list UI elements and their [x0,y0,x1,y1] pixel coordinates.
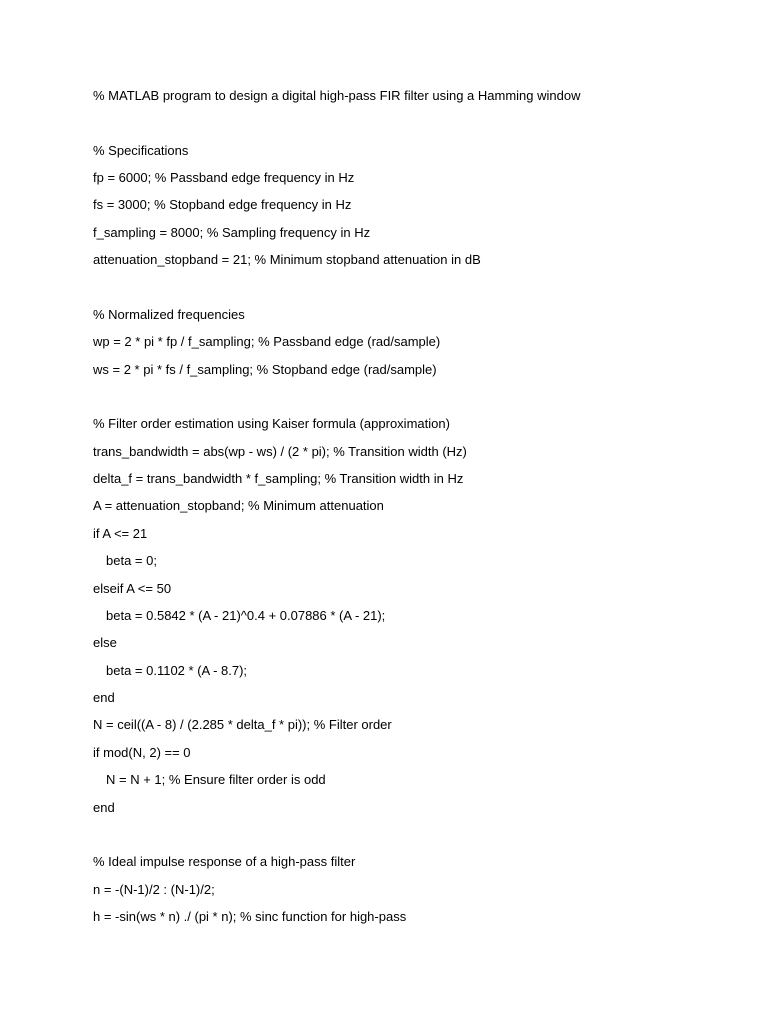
code-comment-filter-order: % Filter order estimation using Kaiser formula (approximation) [93,416,450,431]
code-line-a: A = attenuation_stopband; % Minimum attenuation [93,498,384,513]
code-line-n-plus-one: N = N + 1; % Ensure filter order is odd [106,772,326,787]
code-line-if-a: if A <= 21 [93,526,148,541]
code-line-f-sampling: f_sampling = 8000; % Sampling frequency in Hz [93,225,371,240]
code-line-attenuation: attenuation_stopband = 21; % Minimum stopband attenuation in dB [93,252,481,267]
code-line-beta-zero: beta = 0; [106,553,157,568]
code-line-ws: ws = 2 * pi * fs / f_sampling; % Stopband edge (rad/sample) [93,362,437,377]
code-comment-specifications: % Specifications [93,143,189,158]
code-line-n-ceil: N = ceil((A - 8) / (2.285 * delta_f * pi)); % Filter order [93,717,392,732]
code-line-h: h = -sin(ws * n) ./ (pi * n); % sinc function for high-pass [93,909,407,924]
code-comment-normalized: % Normalized frequencies [93,307,245,322]
code-line-wp: wp = 2 * pi * fp / f_sampling; % Passband edge (rad/sample) [93,334,441,349]
code-comment-impulse: % Ideal impulse response of a high-pass filter [93,854,356,869]
code-line-end: end [93,690,115,705]
code-line-fs: fs = 3000; % Stopband edge frequency in Hz [93,197,352,212]
code-line-if-mod: if mod(N, 2) == 0 [93,745,191,760]
code-line-else: else [93,635,117,650]
code-comment-title: % MATLAB program to design a digital high-pass FIR filter using a Hamming window [93,88,581,103]
code-line-end-2: end [93,800,115,815]
code-line-fp: fp = 6000; % Passband edge frequency in Hz [93,170,355,185]
code-line-beta-mid: beta = 0.5842 * (A - 21)^0.4 + 0.07886 * (A - 21); [106,608,386,623]
code-line-trans-bandwidth: trans_bandwidth = abs(wp - ws) / (2 * pi); % Transition width (Hz) [93,444,467,459]
code-line-n-range: n = -(N-1)/2 : (N-1)/2; [93,882,215,897]
code-line-beta-high: beta = 0.1102 * (A - 8.7); [106,663,248,678]
code-line-elseif-a: elseif A <= 50 [93,581,172,596]
code-line-delta-f: delta_f = trans_bandwidth * f_sampling; % Transition width in Hz [93,471,464,486]
